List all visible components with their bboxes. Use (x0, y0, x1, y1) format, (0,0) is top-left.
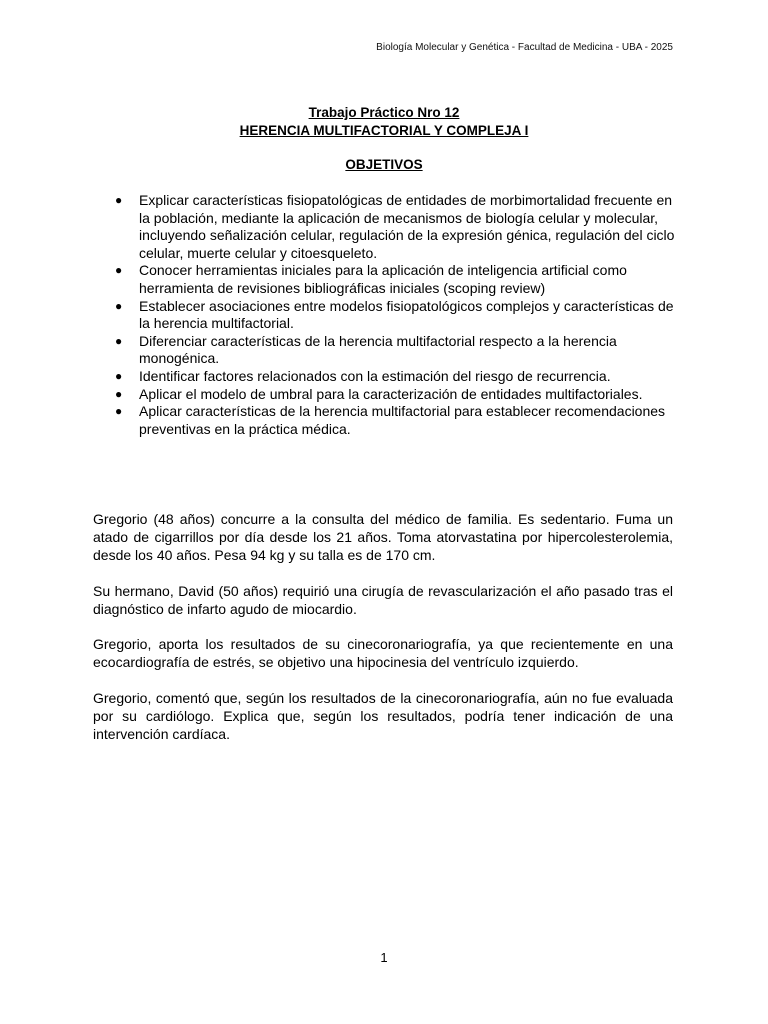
bullet-icon: ● (115, 263, 123, 278)
objective-text: Explicar características fisiopatológicas de entidades de morbimortalidad frecuente en la población, mediante la aplicación de mecanismos de biología celular y molecular, incluyendo señalización celular, regulación de la expresión génica, regulación del ciclo celular, muerte celular y citoesqueleto. (139, 192, 675, 261)
page-number: 1 (380, 950, 388, 965)
bullet-icon: ● (115, 298, 123, 313)
document-title: Trabajo Práctico Nro 12 (308, 105, 460, 120)
list-item (115, 386, 675, 404)
list-item (115, 298, 675, 333)
case-paragraph: Su hermano, David (50 años) requirió una cirugía de revascularización el año pasado tras el diagnóstico de infarto agudo de miocardio. (93, 582, 673, 617)
list-item (115, 192, 675, 262)
bullet-icon: ● (115, 404, 123, 419)
bullet-icon: ● (115, 386, 123, 401)
case-description (93, 510, 673, 760)
document-subtitle: HERENCIA MULTIFACTORIAL Y COMPLEJA I (239, 123, 529, 138)
objectives-list (115, 192, 675, 438)
objective-text: Establecer asociaciones entre modelos fisiopatológicos complejos y características de la herencia multifactorial. (139, 297, 674, 332)
list-item (115, 368, 675, 386)
title-block (0, 104, 768, 140)
list-item (115, 262, 675, 297)
list-item (115, 333, 675, 368)
objective-text: Conocer herramientas iniciales para la aplicación de inteligencia artificial como herramienta de revisiones bibliográficas iniciales (scoping review) (139, 262, 627, 296)
case-paragraph: Gregorio, comentó que, según los resultados de la cinecoronariografía, aún no fue evaluada por su cardiólogo. Explica que, según los resultados, podría tener indicación de una intervención cardíaca. (93, 689, 673, 742)
bullet-icon: ● (115, 193, 123, 207)
case-paragraph: Gregorio (48 años) concurre a la consulta del médico de familia. Es sedentario. Fuma un atado de cigarrillos por día desde los 21 años. Toma atorvastatina por hipercolesterolemia, desde los 40 años. Pesa 94 kg y su talla es de 170 cm. (93, 511, 673, 563)
objective-text: Identificar factores relacionados con la estimación del riesgo de recurrencia. (139, 367, 611, 384)
running-header: Biología Molecular y Genética - Facultad de Medicina - UBA - 2025 (376, 42, 673, 53)
list-item (115, 403, 675, 438)
bullet-icon: ● (115, 333, 123, 348)
objectives-heading: OBJETIVOS (345, 157, 423, 172)
objective-text: Aplicar características de la herencia multifactorial para establecer recomendaciones preventivas en la práctica médica. (139, 403, 666, 437)
bullet-icon: ● (115, 368, 123, 383)
objective-text: Diferenciar características de la herencia multifactorial respecto a la herencia monogénica. (139, 332, 617, 367)
objective-text: Aplicar el modelo de umbral para la caracterización de entidades multifactoriales. (139, 385, 643, 402)
case-paragraph: Gregorio, aporta los resultados de su cinecoronariografía, ya que recientemente en una ecocardiografía de estrés, se objetivo una hipocinesia del ventrículo izquierdo. (93, 636, 673, 670)
